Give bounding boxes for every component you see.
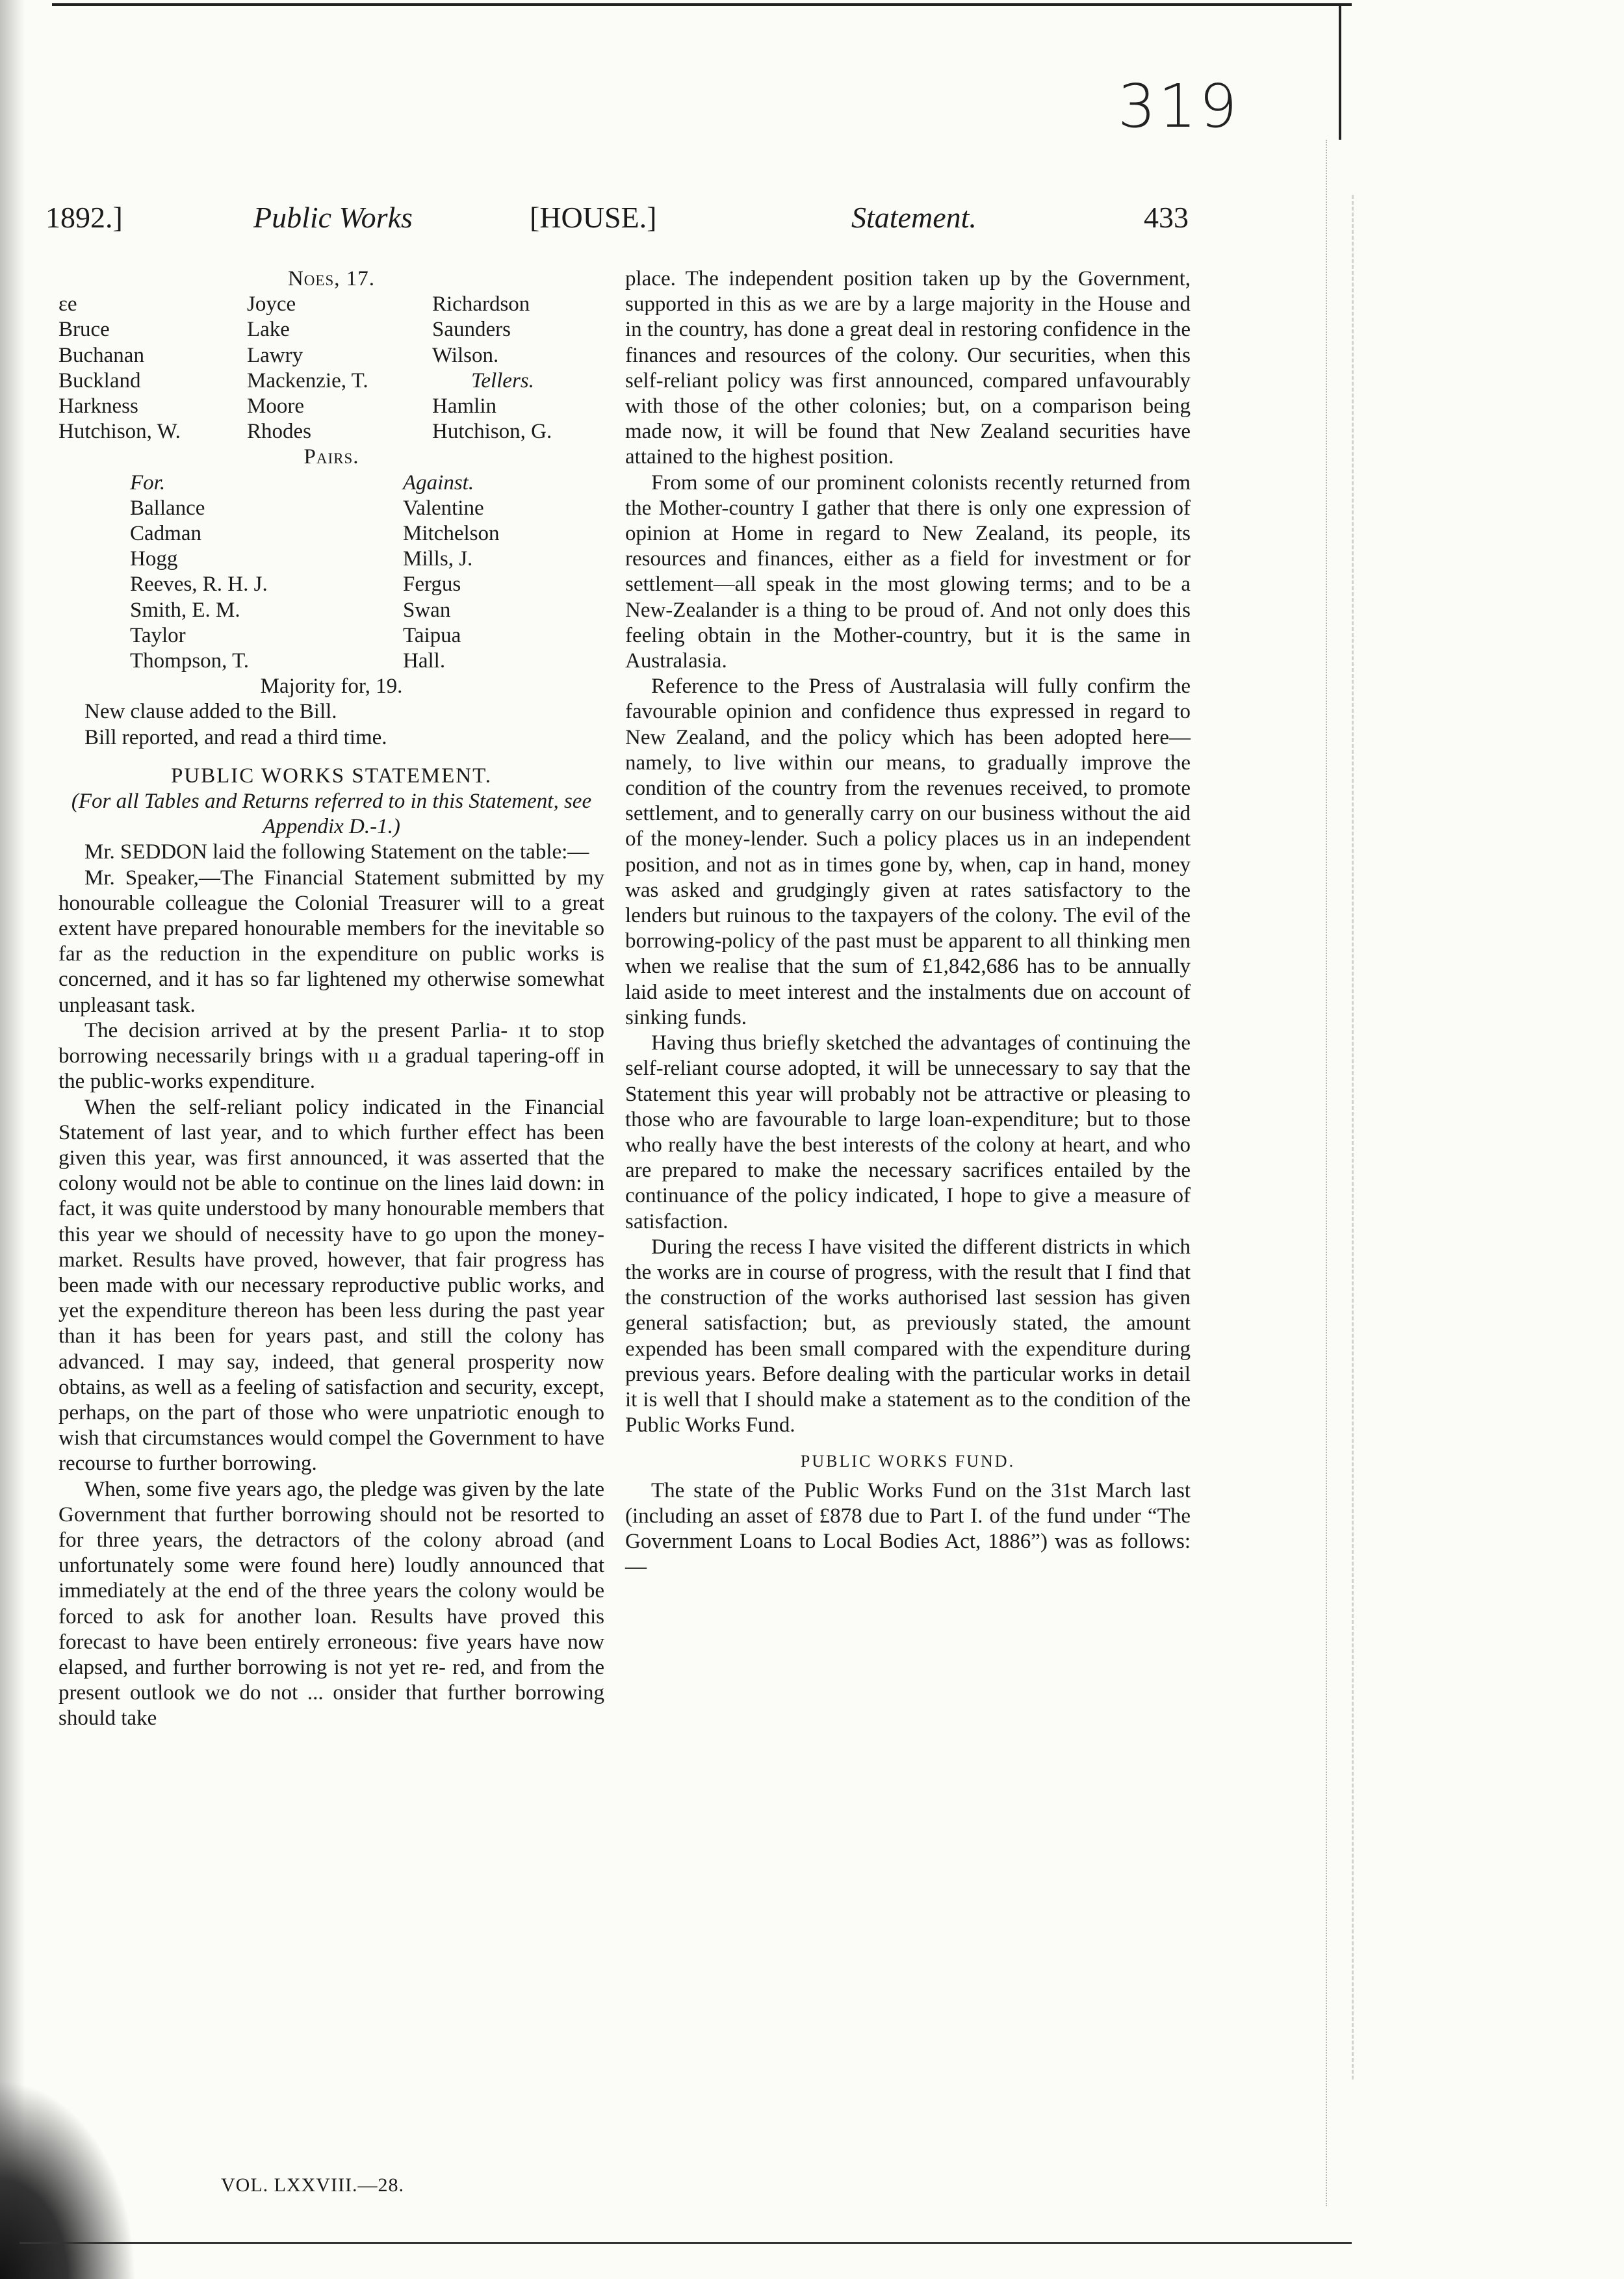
pairs-for-label: For. (130, 470, 166, 495)
noes-name: Wilson. (432, 343, 499, 367)
pairs-against-name: Valentine (403, 496, 484, 520)
pairs-against-name: Mitchelson (403, 522, 500, 546)
right-body (625, 266, 1191, 1438)
handwritten-page-number: 319 (1118, 71, 1240, 141)
scan-shadow-left (0, 0, 25, 2279)
left-paragraph: When the self-reliant policy indicated in the Financial Statement of last year, and to which further effect has been given this year, was first announced, it was asserted that the colony would not be able to continue on the lines laid down: in fact, it was quite understood by many honourable members that this year we should of necessity have to go upon the money-market. Results have proved, however, that fair progress has been made with our necessary reproductive public works, and yet the expenditure thereon has been less during the past year than it has been for years past, and still the colony has advanced. I may say, indeed, that general prosperity now obtains, as well as a feeling of satisfaction and security, except, perhaps, on the part of those who were unpatriotic enough to wish that circumstances would compel the Government to have recourse to further borrowing. (58, 1095, 604, 1476)
right-column (625, 266, 1191, 1580)
scan-edge-right (1326, 140, 1334, 2206)
majority-line: Majority for, 19. (260, 675, 403, 699)
pairs-for-name: Smith, E. M. (130, 598, 240, 622)
pairs-against-name: Hall. (403, 649, 446, 673)
pairs-against-name: Fergus (403, 573, 461, 597)
scan-shadow-corner (0, 2079, 136, 2279)
fund-heading: PUBLIC WORKS FUND. (800, 1452, 1016, 1471)
right-paragraph: place. The independent position taken up by the Government, supported in this as we are by a large majority in the House and in the country, has done a great deal in restoring confidence in the finances and resources of the colony. Our securities, when this self-reliant policy was first announced, compared unfavourably with those of the other colonies; but, on a comparison being made now, it will be found that New Zealand securities have attained to the highest position. (625, 267, 1191, 469)
pairs-against-name: Taipua (403, 623, 461, 647)
noes-name: Buchanan (58, 343, 144, 367)
noes-name: Hamlin (432, 394, 496, 418)
pairs-for-name: Taylor (130, 623, 186, 647)
header-house: [HOUSE.] (530, 201, 657, 234)
fund-paragraph: The state of the Public Works Fund on the 31st March last (including an asset of £878 due to Part I. of the fund under “The Government Loans to Local Bodies Act, 1886”) was as follows:— (625, 1478, 1191, 1579)
pairs-for-name: Thompson, T. (130, 649, 250, 673)
pairs-list (58, 470, 604, 675)
header-page-number: 433 (1144, 201, 1189, 234)
noes-name: Buckland (58, 368, 141, 393)
pairs-for-name: Hogg (130, 547, 178, 571)
noes-name: Hutchison, G. (432, 420, 552, 444)
noes-name: Rhodes (247, 420, 311, 444)
bill-reported-line: Bill reported, and read a third time. (84, 725, 387, 749)
left-paragraph: Mr. Speaker,—The Financial Statement submitted by my honourable colleague the Colonial Treasurer will to a great extent have prepared honourable members for the inevitable so far as the reduction in the expenditure on public works is concerned, and it has so far lightened my otherwise somewhat unpleasant task. (58, 866, 604, 1017)
noes-name: ɛe (58, 292, 77, 316)
noes-heading: Noes, 17. (287, 267, 376, 290)
scan-top-border (52, 3, 1352, 6)
scan-bottom-border (19, 2242, 1352, 2244)
right-paragraph: From some of our prominent colonists recently returned from the Mother-country I gather that there is only one expression of opinion at Home in regard to New Zealand, its people, its resources and finances, either as a field for investment or for settlement—all speak in the most glowing terms; and to be a New-Zealander is a thing to be proud of. And not only does this feeling obtain in the Mother-country, but it is the same in Australasia. (625, 470, 1191, 673)
noes-name: Hutchison, W. (58, 420, 181, 444)
pairs-against-name: Swan (403, 598, 451, 622)
pairs-heading: Pairs. (303, 445, 359, 469)
right-paragraph: During the recess I have visited the different districts in which the works are in course of progress, with the result that I find that the construction of the works authorised last session has given general satisfaction; but, as previously stated, the amount expended has been small compared with the expenditure during previous years. Before dealing with the particular works in detail it is well that I should make a statement as to the condition of the Public Works Fund. (625, 1235, 1191, 1437)
right-paragraph: Reference to the Press of Australasia will fully confirm the favourable opinion and confidence thus expressed in regard to New Zealand, and the policy which has been adopted here—namely, to live within our means, to gradually improve the condition of the country from the revenues received, to promote settlement, and to generally carry on our business without the aid of the money-lender. Such a policy places us in an independent position, and not as in times gone by, when, cap in hand, money was asked and grudgingly given at rates satisfactory to the lenders but ruinous to the taxpayers of the colony. The evil of the borrowing-policy of the past must be apparent to all thinking men when we realise that the sum of £1,842,686 has to be annually laid aside to meet interest and the instalments due on account of sinking funds. (625, 675, 1191, 1029)
noes-name: Saunders (432, 318, 511, 342)
noes-name: Moore (247, 394, 304, 418)
right-paragraph: Having thus briefly sketched the advantages of continuing the self-reliant course adopted, it will be unnecessary to say that the Statement this year will probably not be attractive or pleasing to those who are favourable to large loan-expenditure; but to those who really have the best interests of the colony at heart, and who are prepared to make the necessary sacrifices entailed by the continuance of the policy indicated, I hope to give a measure of satisfaction. (625, 1031, 1191, 1233)
section-note: (For all Tables and Returns referred to in this Statement, see Appendix D.-1.) (71, 790, 592, 839)
noes-name: Lawry (247, 343, 303, 367)
pairs-for-name: Reeves, R. H. J. (130, 573, 268, 597)
noes-name: Mackenzie, T. (247, 368, 368, 393)
noes-list (58, 292, 604, 444)
pairs-for-name: Cadman (130, 522, 201, 546)
scan-corner-border (1339, 3, 1341, 140)
noes-name: Tellers. (471, 368, 534, 393)
left-paragraph: When, some five years ago, the pledge was given by the late Government that further borrowing should not be resorted to for three years, the detractors of the colony abroad (and unfortunately some were found here) loudly announced that immediately at the end of the three years the colony would be forced to ask for another loan. Results have proved this forecast to have been entirely erroneous: five years have now elapsed, and further borrowing is not yet re- red, and from the present outlook we do not ... onsider that further borrowing should take (58, 1477, 604, 1731)
left-paragraph: Mr. SEDDON laid the following Statement on the table:— (84, 840, 589, 864)
header-statement: Statement. (851, 201, 977, 234)
noes-name: Harkness (58, 394, 138, 418)
left-paragraph: The decision arrived at by the present Parlia- ıt to stop borrowing necessarily brings with ıı a gradual tapering-off in the public-works expenditure. (58, 1018, 604, 1094)
footer-volume: VOL. LXXVIII.—28. (221, 2174, 404, 2196)
header-title: Public Works (253, 201, 413, 234)
noes-name: Lake (247, 318, 290, 342)
pairs-against-label: Against. (403, 470, 474, 495)
clause-added-line: New clause added to the Bill. (84, 700, 337, 724)
noes-name: Richardson (432, 292, 530, 316)
scan-edge-right-2 (1352, 195, 1359, 2079)
left-column (58, 266, 604, 1732)
pairs-for-name: Ballance (130, 496, 205, 520)
pairs-against-name: Mills, J. (403, 547, 473, 571)
section-heading: PUBLIC WORKS STATEMENT. (170, 764, 493, 788)
header-year: 1892.] (45, 201, 123, 234)
noes-name: Bruce (58, 318, 110, 342)
noes-name: Joyce (247, 292, 296, 316)
left-body (58, 840, 604, 1731)
